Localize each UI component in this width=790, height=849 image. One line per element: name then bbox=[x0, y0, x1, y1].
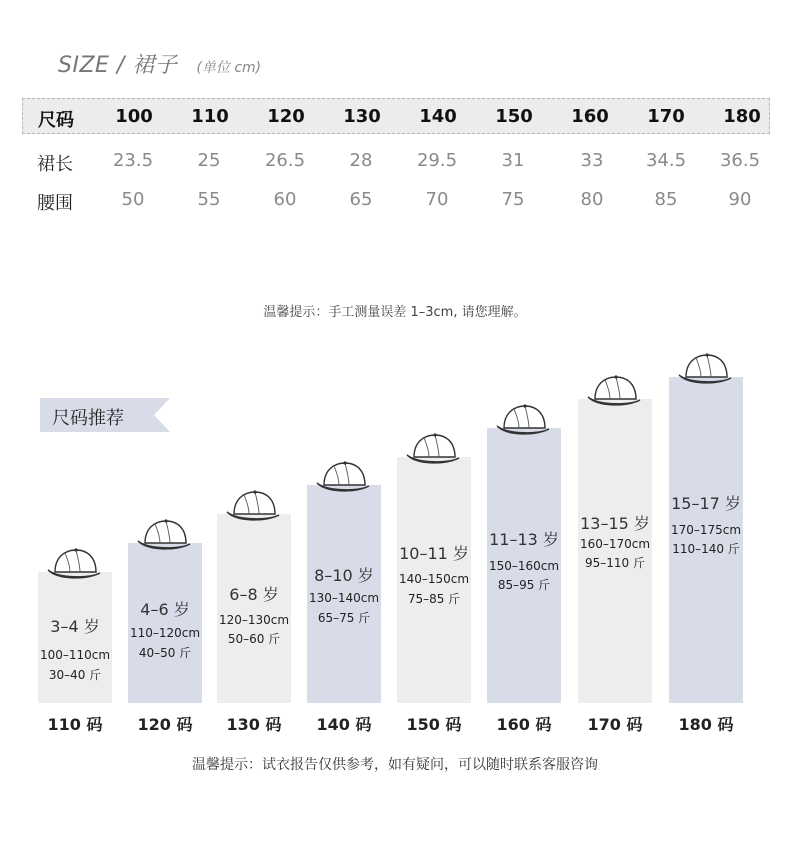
table-cell: 26.5 bbox=[264, 150, 306, 171]
bar-age: 11–13 岁 bbox=[489, 530, 559, 549]
size-label-150: 150 码 bbox=[406, 715, 462, 734]
bar-height: 150–160cm bbox=[488, 559, 560, 573]
table-cell: 29.5 bbox=[416, 150, 458, 171]
baseball-cap-icon bbox=[495, 402, 551, 438]
bar-height: 140–150cm bbox=[398, 572, 470, 586]
baseball-cap-icon bbox=[405, 431, 461, 467]
size-bar-180 bbox=[669, 377, 743, 703]
table-cell: 90 bbox=[728, 189, 752, 210]
header-cell: 尺码 bbox=[38, 110, 74, 131]
header-cell: 170 bbox=[647, 106, 685, 127]
table-cell: 28 bbox=[349, 150, 373, 171]
bar-age: 4–6 岁 bbox=[140, 600, 190, 619]
size-bar-150 bbox=[397, 457, 471, 703]
header-cell: 130 bbox=[343, 106, 381, 127]
table-cell: 55 bbox=[197, 189, 221, 210]
table-cell: 23.5 bbox=[112, 150, 154, 171]
table-cell: 75 bbox=[501, 189, 525, 210]
bar-height: 130–140cm bbox=[308, 591, 380, 605]
bar-weight: 85–95 斤 bbox=[497, 578, 551, 592]
table-cell: 33 bbox=[580, 150, 604, 171]
bar-age: 13–15 岁 bbox=[580, 514, 650, 533]
size-bar-130 bbox=[217, 514, 291, 703]
baseball-cap-icon bbox=[586, 373, 642, 409]
size-label-170: 170 码 bbox=[587, 715, 643, 734]
bar-weight: 30–40 斤 bbox=[48, 668, 102, 682]
bar-weight: 110–140 斤 bbox=[672, 542, 740, 556]
header-cell: 180 bbox=[723, 106, 761, 127]
bar-height: 120–130cm bbox=[218, 613, 290, 627]
size-bar-140 bbox=[307, 485, 381, 703]
size-title-text: SIZE / 裙子 bbox=[58, 53, 178, 78]
header-cell: 120 bbox=[267, 106, 305, 127]
row-label: 腰围 bbox=[37, 193, 73, 214]
size-label-140: 140 码 bbox=[316, 715, 372, 734]
baseball-cap-icon bbox=[225, 488, 281, 524]
table-cell: 65 bbox=[349, 189, 373, 210]
size-table-header bbox=[22, 98, 770, 134]
table-cell: 34.5 bbox=[645, 150, 687, 171]
size-bar-160 bbox=[487, 428, 561, 703]
table-cell: 36.5 bbox=[719, 150, 761, 171]
row-label: 裙长 bbox=[37, 154, 73, 175]
table-cell: 85 bbox=[654, 189, 678, 210]
table-cell: 80 bbox=[580, 189, 604, 210]
bar-weight: 40–50 斤 bbox=[138, 646, 192, 660]
size-bar-110 bbox=[38, 572, 112, 703]
table-cell: 25 bbox=[197, 150, 221, 171]
table-row-length bbox=[22, 150, 770, 180]
size-label-160: 160 码 bbox=[496, 715, 552, 734]
fitting-report-note: 温馨提示：试衣报告仅供参考，如有疑问，可以随时联系客服咨询 bbox=[192, 757, 598, 773]
table-cell: 70 bbox=[425, 189, 449, 210]
measurement-note: 温馨提示：手工测量误差 1–3cm, 请您理解。 bbox=[263, 305, 527, 320]
bar-weight: 95–110 斤 bbox=[585, 556, 645, 570]
bar-weight: 75–85 斤 bbox=[407, 592, 461, 606]
size-label-110: 110 码 bbox=[47, 715, 103, 734]
bar-age: 6–8 岁 bbox=[229, 585, 279, 604]
header-cell: 110 bbox=[191, 106, 229, 127]
header-cell: 150 bbox=[495, 106, 533, 127]
header-cell: 140 bbox=[419, 106, 457, 127]
bar-age: 15–17 岁 bbox=[671, 494, 741, 513]
bar-age: 10–11 岁 bbox=[399, 544, 469, 563]
header-cell: 100 bbox=[115, 106, 153, 127]
table-cell: 50 bbox=[121, 189, 145, 210]
unit-label: (单位 cm) bbox=[196, 60, 262, 76]
size-title bbox=[58, 48, 261, 79]
table-cell: 60 bbox=[273, 189, 297, 210]
table-cell: 31 bbox=[501, 150, 525, 171]
bar-age: 8–10 岁 bbox=[314, 566, 374, 585]
size-label-180: 180 码 bbox=[678, 715, 734, 734]
bar-weight: 50–60 斤 bbox=[227, 632, 281, 646]
size-bar-170 bbox=[578, 399, 652, 703]
baseball-cap-icon bbox=[46, 546, 102, 582]
baseball-cap-icon bbox=[677, 351, 733, 387]
bar-height: 100–110cm bbox=[39, 648, 111, 662]
recommend-title: 尺码推荐 bbox=[52, 408, 124, 429]
recommend-banner bbox=[40, 398, 170, 432]
bar-height: 110–120cm bbox=[129, 626, 201, 640]
size-bar-120 bbox=[128, 543, 202, 703]
baseball-cap-icon bbox=[315, 459, 371, 495]
bar-height: 170–175cm bbox=[670, 523, 742, 537]
size-label-130: 130 码 bbox=[226, 715, 282, 734]
table-row-waist bbox=[22, 189, 770, 219]
bar-age: 3–4 岁 bbox=[50, 617, 100, 636]
bar-height: 160–170cm bbox=[579, 537, 651, 551]
header-cell: 160 bbox=[571, 106, 609, 127]
size-label-120: 120 码 bbox=[137, 715, 193, 734]
bar-weight: 65–75 斤 bbox=[317, 611, 371, 625]
baseball-cap-icon bbox=[136, 517, 192, 553]
